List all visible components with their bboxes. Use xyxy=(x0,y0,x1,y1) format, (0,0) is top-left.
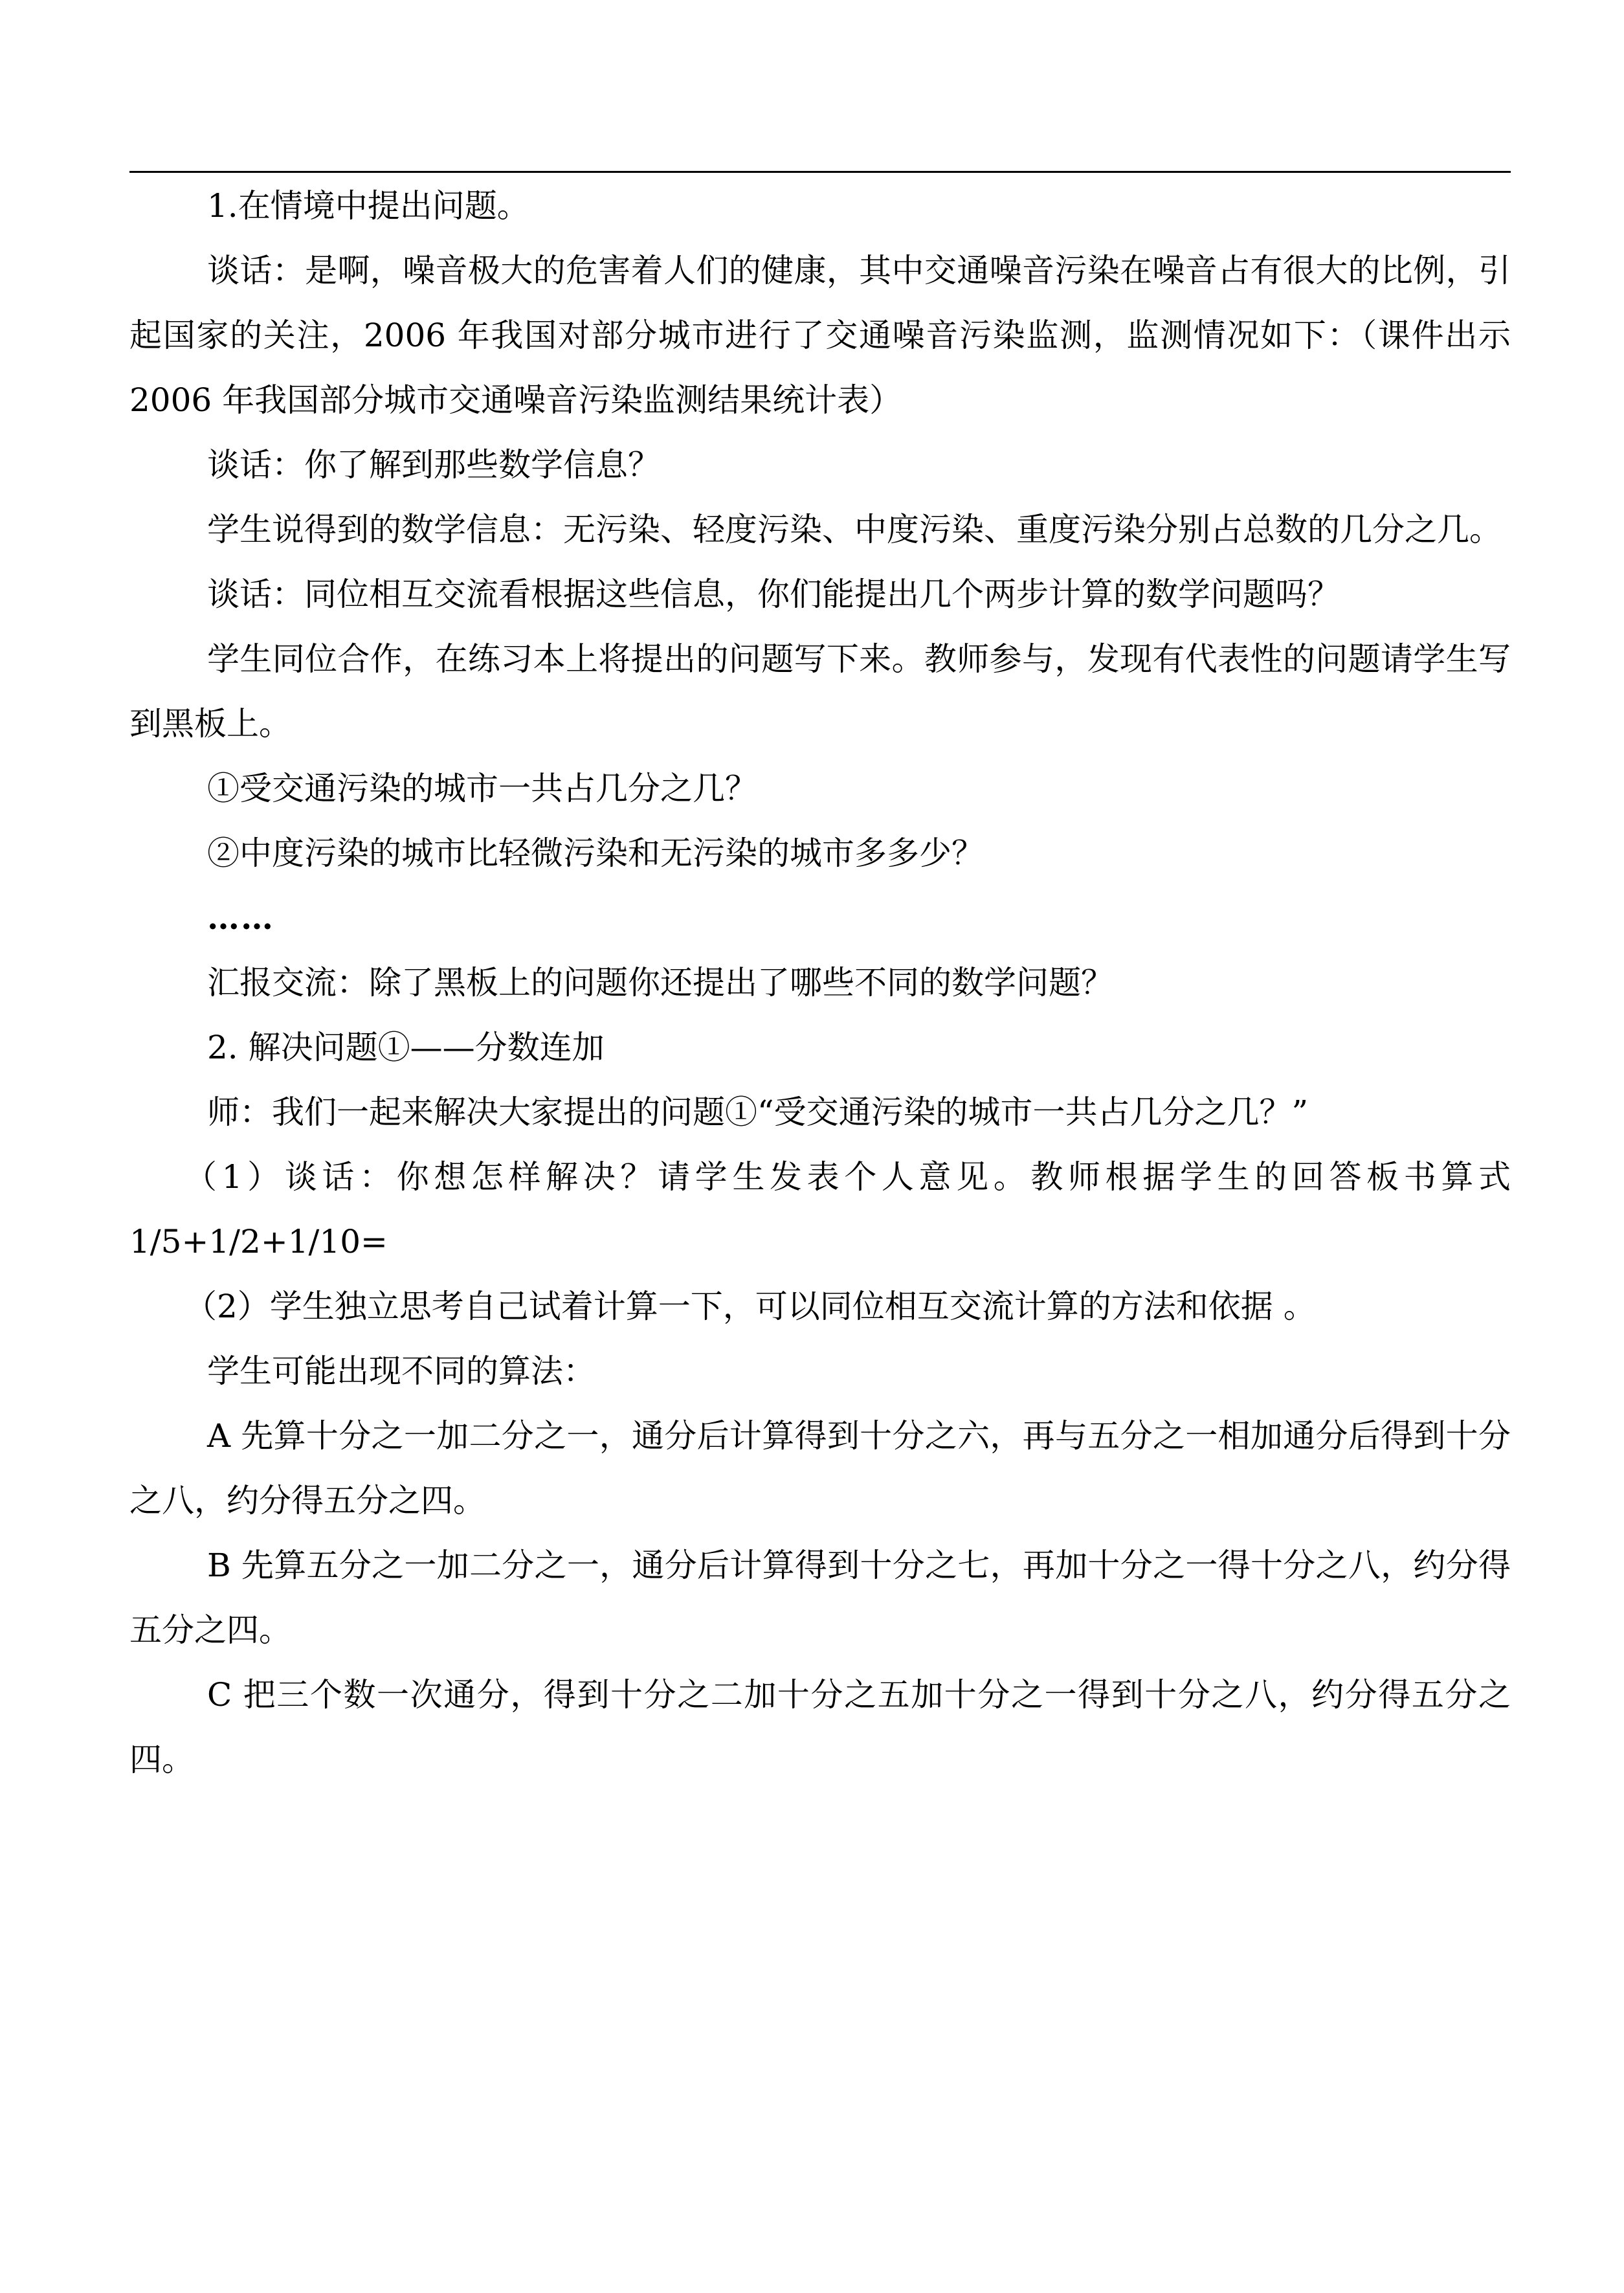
paragraph-teacher: 师：我们一起来解决大家提出的问题①“受交通污染的城市一共占几分之几？” xyxy=(207,1093,1309,1131)
method-b: B 先算五分之一加二分之一，通分后计算得到十分之七，再加十分之一得十分之八，约分得五分之四。 xyxy=(129,1547,1511,1649)
question-item-2: ②中度污染的城市比轻微污染和无污染的城市多多少？ xyxy=(207,834,984,872)
ellipsis: …… xyxy=(207,899,274,937)
question-item-1: ①受交通污染的城市一共占几分之几？ xyxy=(207,770,757,807)
paragraph-dialogue-question: 谈话：你了解到那些数学信息？ xyxy=(207,446,660,484)
paragraph-student-info: 学生说得到的数学信息：无污染、轻度污染、中度污染、重度污染分别占总数的几分之几。 xyxy=(207,511,1502,548)
method-a: A 先算十分之一加二分之一，通分后计算得到十分之六，再与五分之一相加通分后得到十分之八，约分得五分之四。 xyxy=(129,1417,1511,1519)
section-heading-1: 1.在情境中提出问题。 xyxy=(207,187,529,225)
method-c: C 把三个数一次通分，得到十分之二加十分之五加十分之一得到十分之八，约分得五分之四。 xyxy=(129,1676,1511,1778)
paragraph-step-1: （1）谈话：你想怎样解决？请学生发表个人意见。教师根据学生的回答板书算式 1/5+1/2+1/10= xyxy=(129,1158,1521,1260)
section-heading-2: 2. 解决问题①——分数连加 xyxy=(207,1029,605,1066)
paragraph-dialogue-intro: 谈话：是啊，噪音极大的危害着人们的健康，其中交通噪音污染在噪音占有很大的比例，引起国家的关注，2006 年我国对部分城市进行了交通噪音污染监测，监测情况如下：（课件出示 2006 年我国部分城市交通噪音污染监测结果统计表） xyxy=(129,252,1521,419)
paragraph-student-cooperation: 学生同位合作，在练习本上将提出的问题写下来。教师参与，发现有代表性的问题请学生写到黑板上。 xyxy=(129,640,1511,743)
paragraph-report: 汇报交流：除了黑板上的问题你还提出了哪些不同的数学问题？ xyxy=(207,964,1113,1001)
paragraph-methods-intro: 学生可能出现不同的算法： xyxy=(207,1352,595,1390)
paragraph-step-2: （2）学生独立思考自己试着计算一下，可以同位相互交流计算的方法和依据 。 xyxy=(184,1288,1316,1325)
header-rule xyxy=(129,171,1511,173)
paragraph-dialogue-exchange: 谈话：同位相互交流看根据这些信息，你们能提出几个两步计算的数学问题吗？ xyxy=(207,576,1340,613)
document-body xyxy=(129,173,1521,1792)
